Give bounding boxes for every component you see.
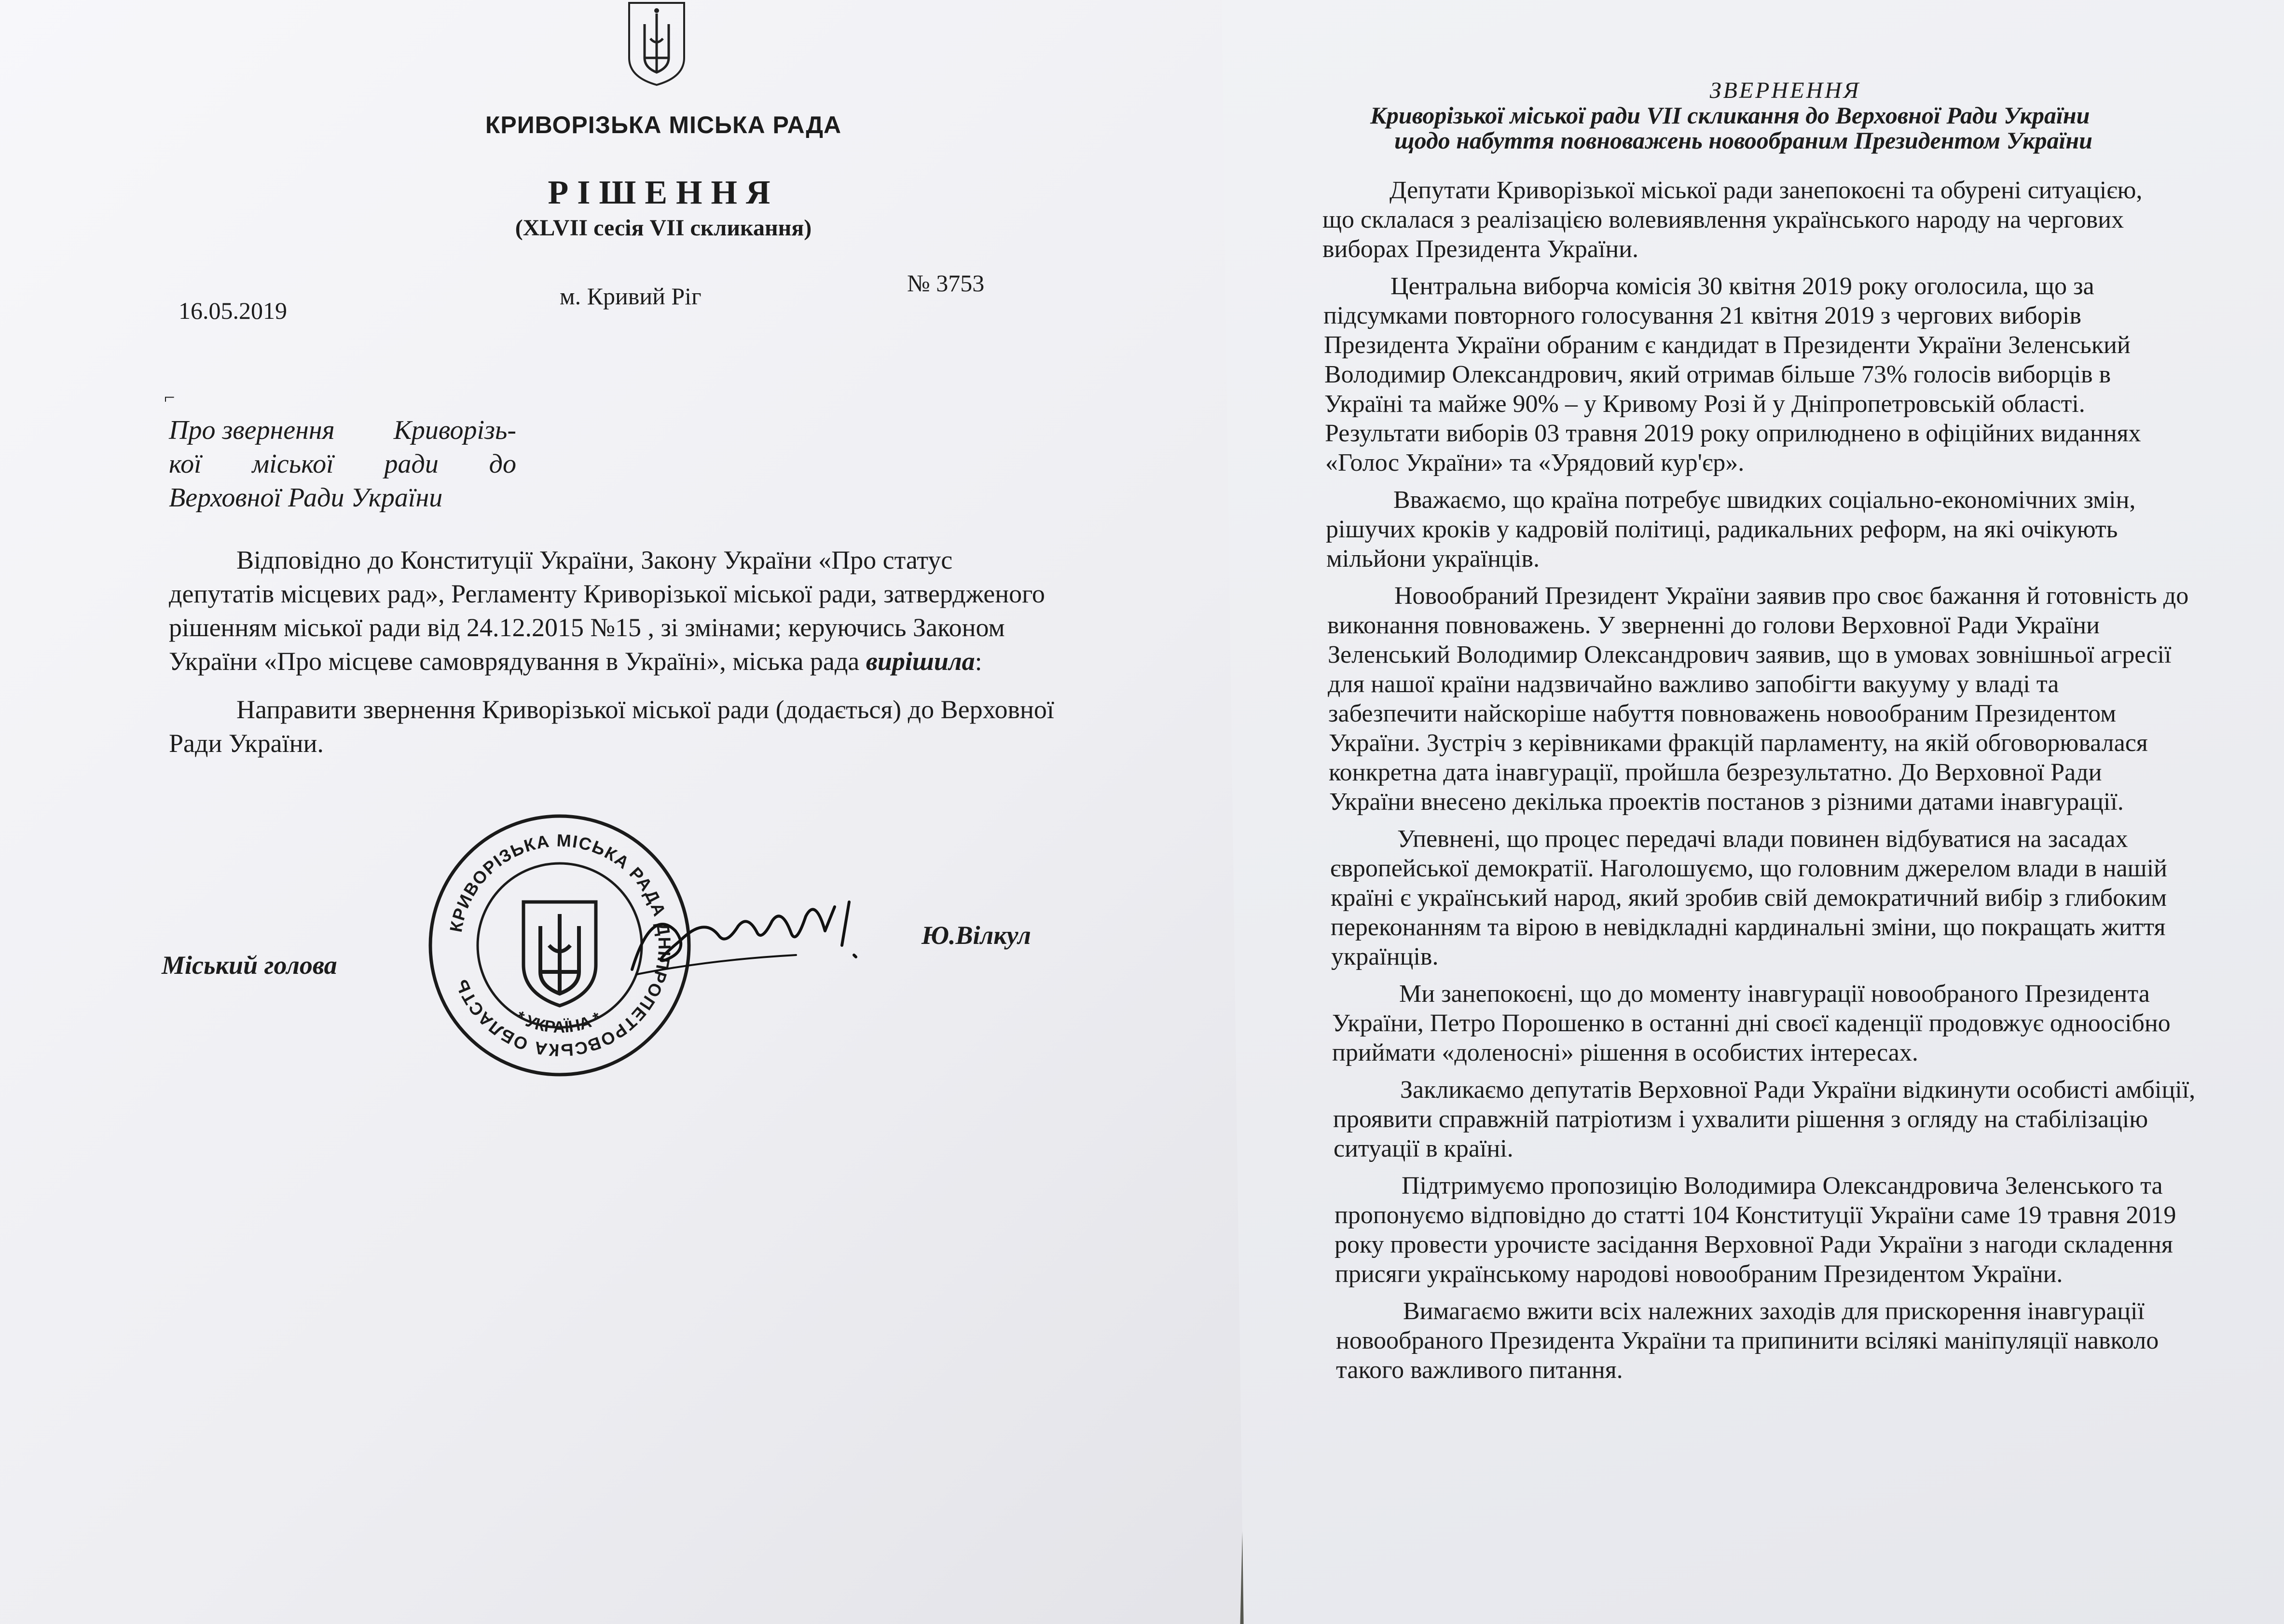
seal-text-bottom: * УКРАЇНА * [512, 1007, 604, 1037]
appeal-line: рішучих кроків у кадровій політиці, радикальних реформ, на які очікують [1326, 516, 2118, 543]
appeal-line: України внесено декілька проектів постанов з різними датами інавгурації. [1329, 788, 2124, 816]
appeal-line: Україні та майже 90% – у Кривому Розі й у Дніпропетровській області. [1324, 390, 2085, 418]
appeal-line: України. Зустріч з керівниками фракцій парламенту, на якій обговорювалася [1329, 729, 2148, 757]
subject-line [169, 449, 516, 479]
appeal-line: «Голос України» та «Урядовий кур'єр». [1325, 449, 1745, 477]
appeal-line: українців. [1331, 943, 1439, 970]
appeal-line: Президента України обраним є кандидат в Президенти України Зеленський [1324, 331, 2131, 359]
document-date: 16.05.2019 [179, 297, 287, 324]
directive-line: Направити звернення Криворізької міської ради (додається) до Верховної [236, 695, 1054, 724]
mayor-label: Міський голова [162, 951, 337, 980]
appeal-line: підсумками повторного голосування 21 квітня 2019 з чергових виборів [1323, 302, 2081, 329]
subject-word: Криворізь- [393, 415, 516, 445]
subject-word: Про звернення [169, 415, 335, 445]
subject-word: кої [169, 449, 202, 479]
appeal-line: для нашої країни надзвичайно важливо запобігти вакууму у владі та [1328, 670, 2059, 698]
seal-trident-icon [523, 902, 596, 1006]
appeal-line: Результати виборів 03 травня 2019 року оприлюднено в офіційних виданнях [1325, 420, 2141, 447]
coat-of-arms-icon [625, 0, 688, 87]
appeal-line: європейської демократії. Наголошуємо, що головним джерелом влади в нашій [1330, 855, 2167, 882]
appeal-line: Закликаємо депутатів Верховної Ради України відкинути особисті амбіції, [1400, 1076, 2196, 1104]
appeal-title: ЗВЕРНЕННЯ [1709, 78, 1861, 103]
appeal-line: країні є український народ, який зробив свій демократичний вибір з глибоким [1331, 884, 2167, 912]
subject-word: ради [384, 449, 439, 479]
session-label: (XLVII сесія VII скликання) [515, 215, 812, 241]
appeal-line: Підтримуємо пропозицію Володимира Олександровича Зеленського та [1402, 1172, 2163, 1200]
appeal-line: Вимагаємо вжити всіх належних заходів для прискорення інавгурації [1403, 1297, 2145, 1325]
appeal-line: Володимир Олександрович, який отримав більше 73% голосів виборців в [1324, 361, 2111, 388]
body-line: Відповідно до Конституції України, Закону України «Про статус [236, 546, 953, 574]
appeal-line: присяги українському народові новообраним Президентом України. [1335, 1260, 2063, 1288]
appeal-line: новообраного Президента України та припинити всілякі маніпуляції навколо [1336, 1327, 2159, 1354]
appeal-line: проявити справжній патріотизм і ухвалити рішення з огляду на стабілізацію [1333, 1105, 2148, 1133]
subject-line: Верховної Ради України [169, 483, 443, 513]
council-name: КРИВОРІЗЬКА МІСЬКА РАДА [485, 111, 842, 138]
appeal-line: забезпечити найскоріше набуття повноважень новообраним Президентом [1328, 700, 2116, 727]
document-city: м. Кривий Ріг [560, 283, 702, 310]
appeal-line: Ми занепокоєні, що до моменту інавгурації новообраного Президента [1399, 980, 2150, 1008]
subject-word: міської [252, 449, 334, 479]
appeal-line: Новообраний Президент України заявив про своє бажання й готовність до [1394, 582, 2189, 610]
appeal-line: пропонуємо відповідно до статті 104 Конституції України саме 19 травня 2019 [1335, 1201, 2176, 1229]
appeal-line: переконанням та вірою в невідкладні кардинальні зміни, що покращать життя [1331, 914, 2166, 941]
appeal-line: мільйони українців. [1326, 545, 1540, 573]
appeal-line: виборах Президента України. [1322, 235, 1639, 263]
appeal-line: Вважаємо, що країна потребує швидких соціально-економічних змін, [1393, 486, 2136, 514]
appeal-line: Зеленський Володимир Олександрович заявив, що в умовах зовнішньої агресії [1328, 641, 2172, 669]
decided-word: вирішила [866, 647, 975, 676]
directive-line: Ради України. [169, 729, 324, 758]
decided-colon: : [975, 647, 982, 676]
appeal-line: що склалася з реалізацією волевиявлення українського народу на чергових [1322, 206, 2124, 233]
appeal-line: Центральна виборча комісія 30 квітня 2019 року оголосила, що за [1390, 273, 2094, 300]
appeal-line: приймати «доленосні» рішення в особистих інтересах. [1332, 1039, 1918, 1066]
decision-title: РІШЕННЯ [548, 174, 779, 211]
appeal-line: України, Петро Порошенко в останні дні своєї каденції продовжує одноосібно [1332, 1010, 2171, 1037]
body-text: України «Про місцеве самоврядування в Україні», міська рада [169, 647, 860, 676]
appeal-line: такого важливого питання. [1336, 1356, 1623, 1384]
seal-text-top: КРИВОРІЗЬКА МІСЬКА РАДА ДНІПРОПЕТРОВСЬКА ОБЛАСТЬ [445, 830, 675, 1061]
body-line [169, 646, 1139, 676]
mayor-name: Ю.Вілкул [922, 921, 1031, 950]
appeal-subtitle: Криворізької міської ради VII скликання до Верховної Ради України [1370, 102, 2090, 129]
subject-line [169, 415, 516, 446]
appeal-subtitle: щодо набуття повноважень новообраним Президентом України [1394, 127, 2092, 154]
appeal-line: виконання повноважень. У зверненні до голови Верховної Ради України [1327, 612, 2100, 639]
body-line: рішенням міської ради від 24.12.2015 №15 , зі змінами; керуючись Законом [169, 613, 1005, 642]
appeal-line: року провести урочисте засідання Верховної Ради України з нагоди складення [1335, 1231, 2173, 1258]
svg-text:* УКРАЇНА * [513, 1008, 605, 1037]
appeal-line: Упевнені, що процес передачі влади повинен відбуватися на засадах [1397, 825, 2128, 853]
subject-word: до [489, 449, 516, 479]
appeal-line: конкретна дата інавгурації, пройшла безрезультатно. До Верховної Ради [1329, 759, 2102, 786]
corner-mark: ⌐ [164, 386, 175, 408]
document-number: № 3753 [907, 270, 985, 297]
body-line: депутатів місцевих рад», Регламенту Криворізької міської ради, затвердженого [169, 579, 1045, 608]
appeal-line: ситуації в країні. [1334, 1135, 1513, 1162]
appeal-line: Депутати Криворізької міської ради занепокоєні та обурені ситуацією, [1390, 177, 2143, 204]
mayor-signature [622, 887, 893, 984]
